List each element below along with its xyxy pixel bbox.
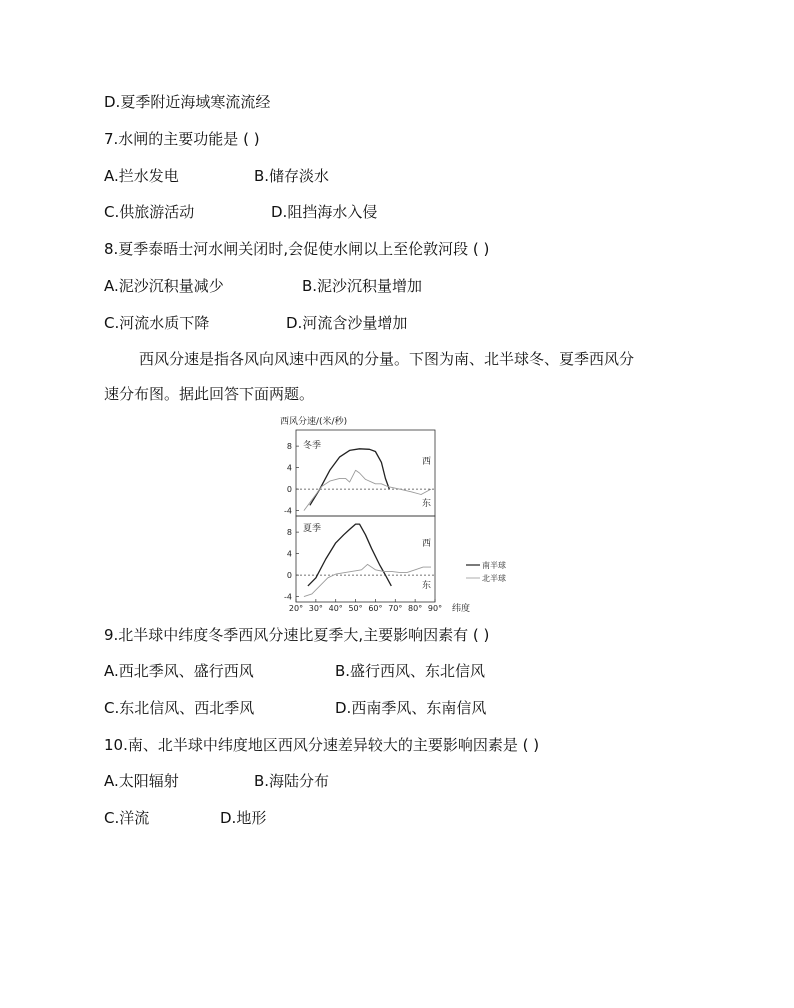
winter-north-series-line [304, 470, 431, 510]
intro-line-1: 西风分速是指各风向风速中西风的分量。下图为南、北半球冬、夏季西风分 [139, 350, 635, 368]
q8-option-a: A.泥沙沉积量减少 [104, 277, 224, 295]
winter-y-tick-label: 4 [286, 463, 292, 473]
q9-option-a: A.西北季风、盛行西风 [104, 662, 254, 680]
q9-option-c: C.东北信风、西北季风 [104, 699, 255, 717]
q7-option-b: B.储存淡水 [254, 167, 330, 185]
summer-y-tick-label: -4 [284, 592, 292, 602]
summer-west-label: 西 [422, 539, 432, 549]
legend-north-label: 北半球 [482, 574, 506, 583]
winter-panel-label: 冬季 [303, 441, 322, 451]
q9-option-b: B.盛行西风、东北信风 [335, 662, 486, 680]
x-tick-label: 80° [408, 604, 423, 613]
intro-line-2: 速分布图。据此回答下面两题。 [104, 385, 315, 403]
winter-west-label: 西 [422, 457, 432, 467]
winter-east-label: 东 [422, 499, 432, 509]
q8-stem: 8.夏季泰晤士河水闸关闭时,会促使水闸以上至伦敦河段 ( ) [104, 240, 490, 258]
q8-option-c: C.河流水质下降 [104, 314, 210, 332]
q9-option-d: D.西南季风、东南信风 [335, 699, 487, 717]
x-tick-label: 30° [308, 604, 323, 613]
x-tick-label: 60° [368, 604, 383, 613]
x-axis-label: 纬度 [452, 604, 471, 614]
summer-panel-label: 夏季 [303, 524, 322, 534]
q7-option-c: C.供旅游活动 [104, 203, 195, 221]
winter-y-tick-label: 0 [286, 485, 292, 495]
q10-stem: 10.南、北半球中纬度地区西风分速差异较大的主要影响因素是 ( ) [104, 736, 540, 754]
x-tick-label: 90° [427, 604, 443, 613]
summer-y-tick-label: 8 [286, 528, 292, 538]
legend-south-label: 南半球 [482, 561, 506, 570]
westerly-wind-chart [270, 408, 506, 618]
winter-south-series-line [310, 449, 389, 506]
summer-north-series-line [304, 564, 431, 596]
q9-stem: 9.北半球中纬度冬季西风分速比夏季大,主要影响因素有 ( ) [104, 626, 490, 644]
q8-option-d: D.河流含沙量增加 [286, 314, 408, 332]
q10-option-d: D.地形 [220, 809, 267, 827]
q10-option-a: A.太阳辐射 [104, 772, 179, 790]
summer-east-label: 东 [422, 581, 432, 591]
q6-option-d: D.夏季附近海域寒流流经 [104, 93, 271, 111]
q7-option-d: D.阻挡海水入侵 [271, 203, 378, 221]
summer-y-tick-label: 4 [286, 549, 292, 559]
summer-y-tick-label: 0 [286, 571, 292, 581]
winter-y-tick-label: -4 [284, 506, 292, 516]
chart-svg [270, 408, 506, 618]
x-tick-label: 70° [388, 604, 403, 613]
x-tick-label: 40° [328, 604, 343, 613]
y-axis-label: 西风分速/(米/秒) [280, 417, 348, 427]
winter-y-tick-label: 8 [286, 442, 292, 452]
q8-option-b: B.泥沙沉积量增加 [302, 277, 423, 295]
q7-option-a: A.拦水发电 [104, 167, 179, 185]
q10-option-b: B.海陆分布 [254, 772, 330, 790]
x-tick-label: 20° [288, 604, 304, 613]
q7-stem: 7.水闸的主要功能是 ( ) [104, 130, 260, 148]
x-tick-label: 50° [348, 604, 363, 613]
q10-option-c: C.洋流 [104, 809, 150, 827]
